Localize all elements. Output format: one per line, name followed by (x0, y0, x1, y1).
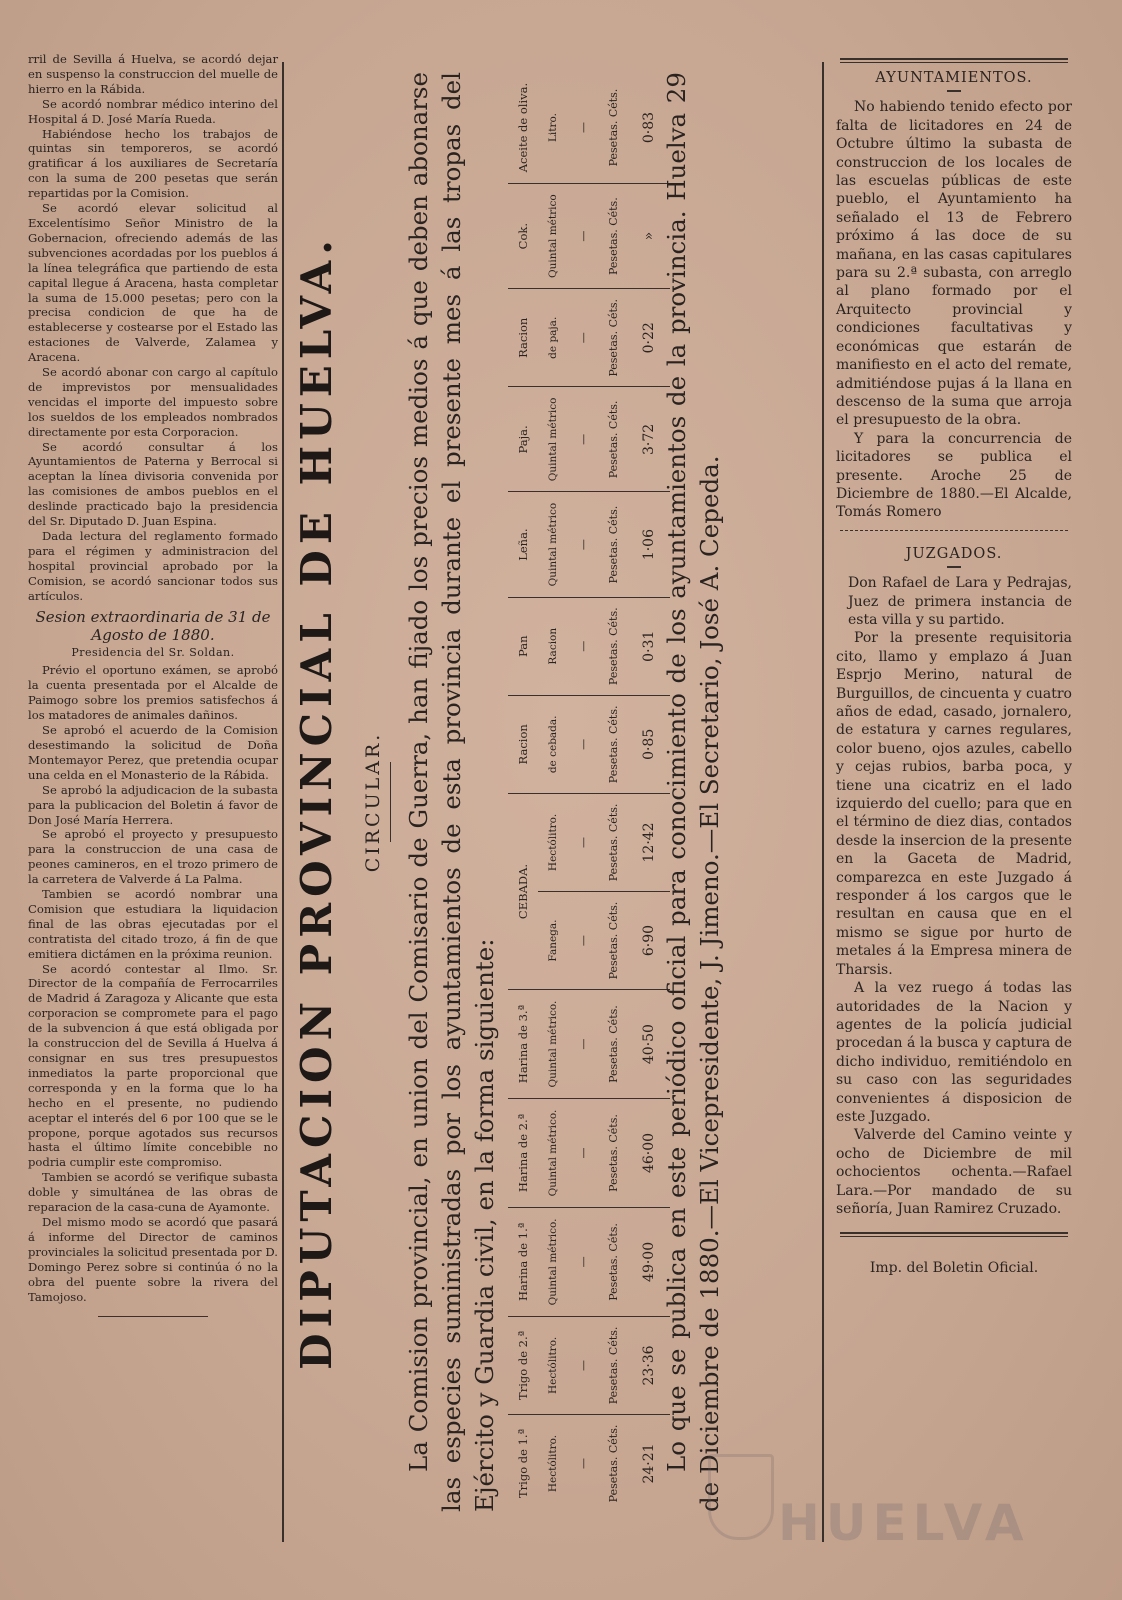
table-dash: — (568, 793, 598, 891)
table-subheader: Pesetas. Céts. (598, 289, 628, 387)
table-dash: — (568, 597, 598, 695)
table-header: CEBADA. (508, 793, 538, 989)
column-divider (822, 62, 824, 1542)
table-unit-row (538, 72, 568, 1512)
juzgados-paragraph: Por la presente requisitoria cito, llamo y emplazo á Juan Esprjo Merino, natural de Burguillos, de cincuenta y cuatro años de edad, casado, jornalero, de estatura y carnes regulares, color bueno, ojos azules, cabello y cejas rubios, barba poca, y tiene una cicatriz en el lado izquierdo del cuello; para que en el término de diez dias, contados desde la insercion de la presente en la Gaceta de Madrid, comparezca en este Juzgado á responder á los cargos que le resultan en causa que en el mismo se sigue por hurto de metales á la Empresa minera de Tharsis. (836, 630, 1072, 978)
juzgados-paragraph: Valverde del Camino veinte y ocho de Diciembre de mil ochocientos ochenta.—Rafael Lara.—Por mandado de su señoría, Juan Ramirez Cruzado. (836, 1127, 1072, 1217)
table-unit: Hectólitro. (538, 1316, 568, 1414)
table-value: 49·00 (628, 1207, 670, 1316)
table-unit: Fanega. (538, 892, 568, 990)
session-title: Sesion extraordinaria de 31 de Agosto de 1880. (35, 607, 271, 644)
table-header: Racion (508, 289, 538, 387)
table-header-row (508, 72, 538, 1512)
left-paragraph: rril de Sevilla á Huelva, se acordó dejar en suspenso la construccion del muelle de hierro en la Rábida. (28, 52, 278, 96)
section-rule (840, 530, 1068, 531)
table-dash: — (568, 1207, 598, 1316)
table-unit: Quintal métrico. (538, 1207, 568, 1316)
table-subheader: Pesetas. Céts. (598, 387, 628, 492)
table-subheader: Pesetas. Céts. (598, 1099, 628, 1208)
table-unit: Litro. (538, 72, 568, 184)
left-paragraph: Se aprobó el acuerdo de la Comision desestimando la solicitud de Doña Montemayor Perez, que pretendia ocupar una celda en el Monasterio de la Rábida. (28, 723, 278, 782)
table-unit: de paja. (538, 289, 568, 387)
table-unit: de cebada. (538, 695, 568, 793)
top-rule (840, 58, 1068, 63)
price-table (508, 72, 657, 1512)
left-paragraph: Se acordó contestar al Ilmo. Sr. Director de la compañía de Ferrocarriles de Madrid á Zaragoza y Alicante que esta corporacion se compromete para el pago de la subvencion á que está obligada por la construccion del de Sevilla á Huelva á consignar en sus tres presupuestos inmediatos la parte proporcional que corresponda y en la forma que lo ha hecho en el presente, no pudiendo aceptar el interés del 6 por 100 que se le propone, porque agotados sus recursos hasta el último límite concebible no podria cumplir este compromiso. (28, 961, 278, 1170)
table-dash-row (568, 72, 598, 1512)
table-dash: — (568, 892, 598, 990)
table-header: Paja. (508, 387, 538, 492)
heading-rule (947, 566, 961, 568)
table-value: 0·31 (628, 597, 670, 695)
table-dash: — (568, 1099, 598, 1208)
left-paragraph: Se aprobó la adjudicacion de la subasta para la publicacion del Boletin á favor de Don José María Herrera. (28, 782, 278, 827)
table-value: 0·85 (628, 695, 670, 793)
table-dash: — (568, 1316, 598, 1414)
subtitle-rule (390, 762, 391, 842)
table-value: 24·21 (641, 1443, 657, 1484)
table-unit: Hectólitro. (538, 793, 568, 891)
left-paragraph: Se acordó elevar solicitud al Excelentísimo Señor Ministro de la Gobernacion, ofreciendo además de las subvenciones acordadas por los pueblos á la línea telegráfica que partiendo de esta capital llegue á Aracena, hasta completar la suma de 15.000 pesetas; pero con la precisa condicion de que ha de establecerse y costearse por el Estado las estaciones de Valverde, Zalamea y Aracena. (28, 201, 278, 365)
table-header: Pan (508, 597, 538, 695)
table-unit: Quintal métrico (538, 387, 568, 492)
table-header: Leña. (508, 492, 538, 597)
table-subheader: Pesetas. Céts. (598, 492, 628, 597)
table-value: 0·83 (628, 72, 670, 184)
table-subheader: Pesetas. Céts. (598, 597, 628, 695)
archive-watermark (708, 1452, 1030, 1562)
ayuntamientos-paragraph: No habiendo tenido efecto por falta de licitadores en 24 de Octubre último la subasta de construccion de los locales de las escuelas públicas de este pueblo, el Ayuntamiento ha señalado el 13 de Febrero próximo á las doce de su mañana, en las casas capitulares para su 2.ª subasta, con arreglo al plano formado por el Arquitecto provincial y condiciones facultativas y económicas que estarán de manifiesto en el acto del remate, admitiéndose pujas á la llana en descenso de la suma que arroja el presupuesto de la obra. (836, 99, 1072, 429)
juzgados-paragraph: Don Rafael de Lara y Pedrajas, Juez de primera instancia de esta villa y su partido. (848, 575, 1072, 628)
heading-rule (947, 90, 961, 92)
left-paragraph: Se acordó abonar con cargo al capítulo de imprevistos por mensualidades vencidas el importe del impuesto sobre los sueldos de los empleados nombrados directamente por esta Corporacion. (28, 365, 278, 439)
table-value: 46·00 (628, 1099, 670, 1208)
table-header: Aceite de oliva. (508, 72, 538, 184)
juzgados-heading: JUZGADOS. (905, 545, 1003, 562)
imprenta-line: Imp. del Boletin Oficial. (869, 1260, 1039, 1277)
left-paragraph: Se acordó consultar á los Ayuntamientos de Paterna y Berrocal si aceptan la línea divisoria convenida por las comisiones de ambos pueblos en el deslinde practicado bajo la presidencia del Sr. Diputado D. Juan Espina. (28, 439, 278, 529)
table-header: Cok. (508, 184, 538, 289)
table-subheader: Pesetas. Céts. (598, 1207, 628, 1316)
column-divider (282, 62, 284, 1542)
table-value: 3·72 (628, 387, 670, 492)
table-value: 0·22 (628, 289, 670, 387)
table-unit: Quintal métrico (538, 492, 568, 597)
table-value: 1·06 (628, 492, 670, 597)
table-dash: — (568, 289, 598, 387)
left-paragraph: Se aprobó el proyecto y presupuesto para la construccion de una casa de peones camineros, en el trozo primero de la carretera de Valverde á La Palma. (28, 827, 278, 887)
table-value: 23·36 (628, 1316, 670, 1414)
table-subheader: Pesetas. Céts. (598, 695, 628, 793)
left-column (28, 52, 278, 1542)
left-paragraph: Habiéndose hecho los trabajos de quintas sin temporeros, se acordó gratificar á los auxiliares de Secretaría con la suma de 200 pesetas que serán repartidas por la Comision. (28, 126, 278, 201)
table-subheader: Pesetas. Céts. (598, 990, 628, 1099)
table-header: Trigo de 1.ª (516, 1428, 530, 1499)
circular-subtitle: CIRCULAR. (362, 731, 384, 873)
right-column (836, 58, 1072, 1548)
table-subheader: Pesetas. Céts. (598, 1316, 628, 1414)
table-unit: Quintal métrico. (538, 990, 568, 1099)
rotated-circular-section (290, 62, 820, 1542)
diputacion-title: DIPUTACION PROVINCIAL DE HUELVA. (292, 234, 341, 1370)
left-paragraph: Tambien se acordó nombrar una Comision que estudiara la liquidacion final de las obras ejecutadas por el contratista del citado trozo, á fin de que emitiera dictámen en la próxima reunion. (28, 887, 278, 961)
table-subheader: Pesetas. Céts. (598, 72, 628, 184)
table-dash: — (568, 72, 598, 184)
table-header: Harina de 3.ª (508, 990, 538, 1099)
bottom-rule (840, 1232, 1068, 1237)
presidencia-line: Presidencia del Sr. Soldan. (71, 645, 235, 659)
table-dash: — (568, 695, 598, 793)
table-unit: Hectólitro. (547, 1434, 559, 1493)
table-dash: — (568, 990, 598, 1099)
ayuntamientos-paragraph: Y para la concurrencia de licitadores se publica el presente. Aroche 25 de Diciembre de 1880.—El Alcalde, Tomás Romero (836, 430, 1072, 521)
left-paragraph: Dada lectura del reglamento formado para el régimen y administracion del hospital provincial aprobado por la Comision, se acordó sancionar todos sus artículos. (28, 529, 278, 603)
juzgados-paragraph: A la vez ruego á todas las autoridades de la Nacion y agentes de la policía judicial procedan á la busca y captura de dicho individuo, remitiéndolo en su caso con las seguridades convenientes á disposicion de este Juzgado. (836, 980, 1072, 1125)
left-paragraph: Prévio el oportuno exámen, se aprobó la cuenta presentada por el Alcalde de Paimogo sobre los premios satisfechos á los matadores de animales dañinos. (28, 663, 278, 723)
closing-text: Lo que se publica en este periódico oficial para conocimiento de los ayuntamientos de la provincia. Huelva 29 de Diciembre de 1880.—El Vicepresidente, J. Jimeno.—El Secretario, José A. Cepeda. (662, 72, 724, 1512)
table-subheader-row (598, 72, 628, 1512)
circular-intro (402, 72, 501, 1512)
table-header: Harina de 1.ª (508, 1207, 538, 1316)
end-rule (98, 1316, 208, 1317)
left-paragraph: Se acordó nombrar médico interino del Hospital á D. José María Rueda. (28, 96, 278, 126)
table-dash: — (568, 387, 598, 492)
rotated-frame (290, 62, 820, 1542)
table-dash: — (568, 184, 598, 289)
shield-icon (708, 1454, 774, 1540)
table-subheader: Pesetas. Céts. (598, 184, 628, 289)
intro-text: La Comision provincial, en union del Comisario de Guerra, han fijado los precios medios á que deben abonarse las especies suministradas por los ayuntamientos de esta provincia durante el presente mes á las tropas del Ejército y Guardia civil, en la forma siguiente: (404, 72, 499, 1512)
table-header: Racion (508, 695, 538, 793)
table-unit: Quintal métrico. (538, 1099, 568, 1208)
circular-content (290, 62, 820, 1542)
watermark-text: HUELVA (778, 1494, 1030, 1552)
circular-closing (660, 72, 726, 1512)
table-unit: Racion (538, 597, 568, 695)
price-table-grid (508, 72, 670, 1512)
ayuntamientos-heading: AYUNTAMIENTOS. (875, 70, 1033, 86)
table-subheader: Pesetas. Céts. (606, 1424, 620, 1503)
table-dash: — (568, 492, 598, 597)
table-dash: — (576, 1458, 590, 1469)
table-subheader: Pesetas. Céts. (598, 892, 628, 990)
table-value: 6·90 (628, 892, 670, 990)
table-value: 40·50 (628, 990, 670, 1099)
table-header: Trigo de 2.ª (508, 1316, 538, 1414)
left-paragraph: Tambien se acordó se verifique subasta doble y simultánea de las obras de reparacion de la casa-cuna de Ayamonte. (28, 1170, 278, 1215)
left-paragraph: Del mismo modo se acordó que pasará á informe del Director de caminos provinciales la solicitud presentada por D. Domingo Perez sobre si continúa ó no la obra del puente sobre la rivera del Tamojoso. (28, 1214, 278, 1304)
table-subheader: Pesetas. Céts. (598, 793, 628, 891)
table-unit: Quintal métrico (538, 184, 568, 289)
table-value: » (628, 184, 670, 289)
table-value: 12·42 (628, 793, 670, 891)
table-header: Harina de 2.ª (508, 1099, 538, 1208)
